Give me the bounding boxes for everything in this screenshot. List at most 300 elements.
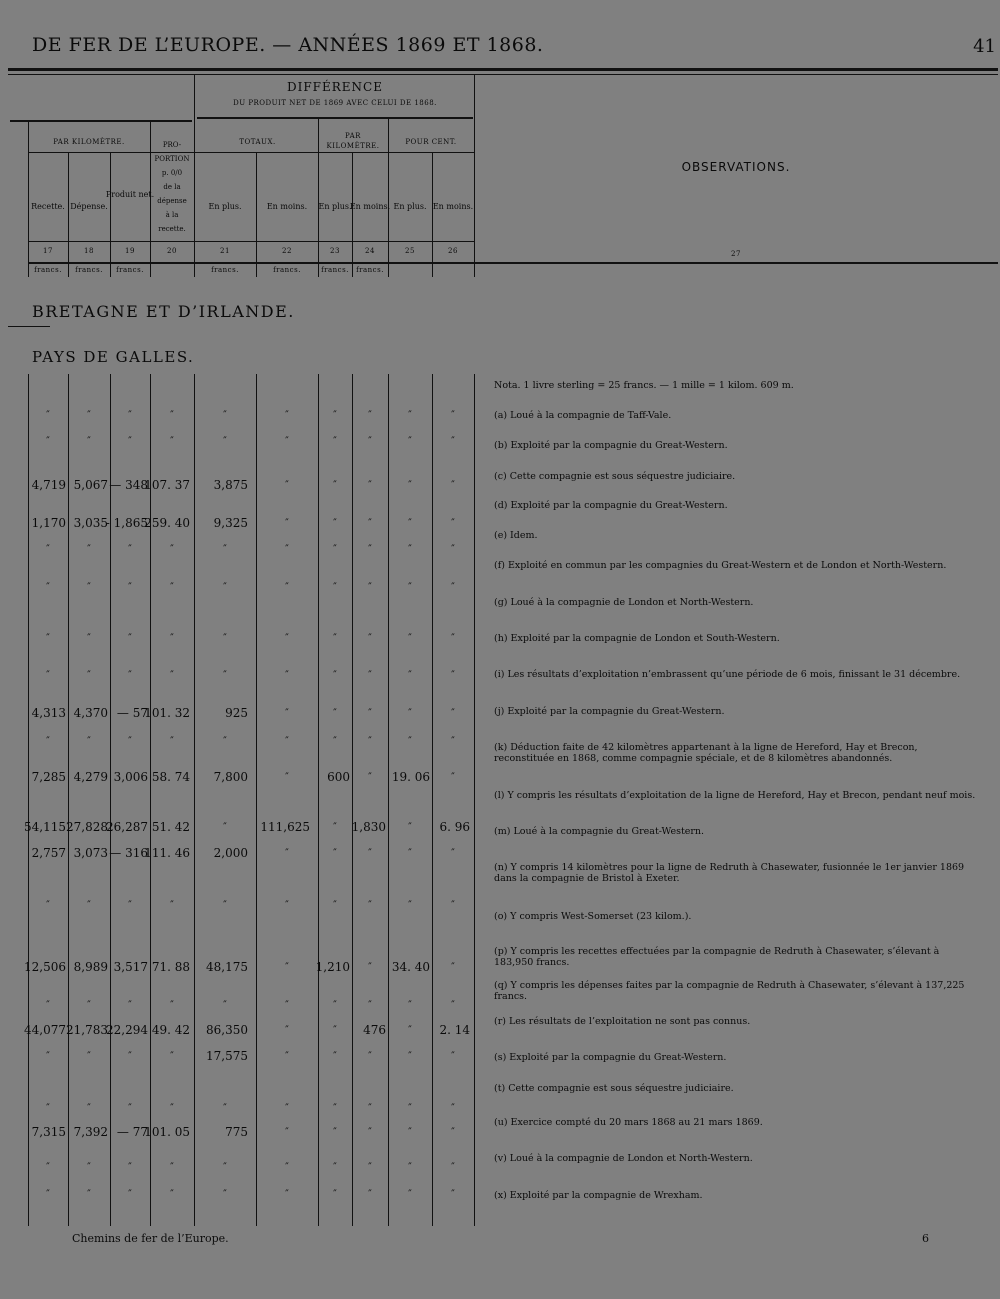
body-col-line <box>432 374 433 1226</box>
table-cell: ″ <box>285 633 289 644</box>
footer-left: Chemins de fer de l’Europe. <box>72 1232 229 1245</box>
table-cell: ″ <box>128 410 132 421</box>
table-cell: ″ <box>408 1103 412 1114</box>
column-unit: francs. <box>273 266 301 274</box>
table-cell: ″ <box>46 1103 50 1114</box>
header-rule-difference <box>197 117 473 119</box>
observation-note: Nota. 1 livre sterling = 25 francs. — 1 mille = 1 kilom. 609 m. <box>494 380 794 391</box>
table-cell: ″ <box>46 1000 50 1011</box>
table-cell: ″ <box>87 633 91 644</box>
proportion-line: dépense <box>157 197 187 205</box>
table-cell: ″ <box>128 544 132 555</box>
table-cell: ″ <box>368 708 372 719</box>
table-cell: ″ <box>128 670 132 681</box>
table-cell: 17,575 <box>206 1049 248 1063</box>
table-cell: 111. 46 <box>144 846 190 860</box>
table-cell: ″ <box>368 736 372 747</box>
difference-subtitle: DU PRODUIT NET DE 1869 AVEC CELUI DE 1868. <box>233 99 437 107</box>
table-cell: ″ <box>333 480 337 491</box>
table-cell: ″ <box>451 736 455 747</box>
table-cell: 71. 88 <box>151 960 190 974</box>
column-label: En plus. <box>318 202 352 211</box>
table-cell: ″ <box>46 736 50 747</box>
column-number: 18 <box>84 247 94 255</box>
table-cell: ″ <box>333 822 337 833</box>
column-number: 25 <box>405 247 415 255</box>
header-divider <box>194 74 195 277</box>
table-cell: ″ <box>368 848 372 859</box>
table-cell: ″ <box>408 670 412 681</box>
column-label: En moins. <box>349 202 391 211</box>
table-cell: ″ <box>333 436 337 447</box>
column-label: En plus. <box>208 202 242 211</box>
table-cell: ″ <box>87 436 91 447</box>
pour-cent-label: POUR CENT. <box>405 138 457 146</box>
table-cell: ″ <box>285 1051 289 1062</box>
table-cell: 4,370 <box>73 706 108 720</box>
table-cell: ″ <box>223 670 227 681</box>
table-cell: 1,830 <box>351 820 386 834</box>
table-cell: ″ <box>368 1103 372 1114</box>
observation-note: (j) Exploité par la compagnie du Great-Western. <box>494 706 725 717</box>
table-cell: ″ <box>451 1189 455 1200</box>
table-cell: ″ <box>368 410 372 421</box>
body-col-line <box>110 374 111 1226</box>
table-cell: ″ <box>368 1189 372 1200</box>
table-cell: ″ <box>87 900 91 911</box>
table-cell: — 77 <box>116 1125 148 1139</box>
table-cell: ″ <box>223 1000 227 1011</box>
table-cell: ″ <box>333 848 337 859</box>
table-cell: ″ <box>170 633 174 644</box>
table-cell: ″ <box>128 1000 132 1011</box>
table-cell: 3,073 <box>73 846 108 860</box>
table-cell: ″ <box>87 1189 91 1200</box>
column-unit: francs. <box>116 266 144 274</box>
table-cell: ″ <box>46 410 50 421</box>
table-cell: 5,067 <box>73 478 108 492</box>
table-cell: ″ <box>408 518 412 529</box>
header-rule-groups <box>28 152 474 153</box>
observation-note: (v) Loué à la compagnie de London et North-Western. <box>494 1153 753 1164</box>
table-cell: 34. 40 <box>391 960 430 974</box>
table-cell: 101. 32 <box>144 706 190 720</box>
totaux-label: TOTAUX. <box>239 138 276 146</box>
table-cell: 4,719 <box>31 478 66 492</box>
observation-note: (q) Y compris les dépenses faites par la compagnie de Redruth à Chasewater, s’élevant à 137,225 francs. <box>494 980 965 1002</box>
table-cell: - 1,865 <box>105 516 148 530</box>
table-cell: ″ <box>128 1162 132 1173</box>
table-cell: ″ <box>285 670 289 681</box>
table-cell: 51. 42 <box>151 820 190 834</box>
table-cell: ″ <box>87 1000 91 1011</box>
body-col-line <box>150 374 151 1226</box>
table-cell: ″ <box>368 544 372 555</box>
table-cell: ″ <box>368 1127 372 1138</box>
table-cell: ″ <box>408 1000 412 1011</box>
page-number: 41 <box>973 36 996 57</box>
table-cell: — 57 <box>116 706 148 720</box>
table-cell: ″ <box>451 1162 455 1173</box>
table-cell: ″ <box>451 1000 455 1011</box>
table-cell: ″ <box>223 1103 227 1114</box>
body-col-line <box>318 374 319 1226</box>
table-cell: 2,000 <box>213 846 248 860</box>
table-cell: ″ <box>333 670 337 681</box>
section-region: PAYS DE GALLES. <box>32 348 195 366</box>
table-cell: ″ <box>87 1051 91 1062</box>
column-unit: francs. <box>34 266 62 274</box>
table-cell: ″ <box>451 582 455 593</box>
table-cell: ″ <box>368 900 372 911</box>
table-cell: ″ <box>451 670 455 681</box>
observation-note: (c) Cette compagnie est sous séquestre judiciaire. <box>494 471 736 482</box>
table-cell: ″ <box>87 1162 91 1173</box>
table-cell: 27,828 <box>66 820 108 834</box>
body-col-line <box>256 374 257 1226</box>
table-cell: ″ <box>285 736 289 747</box>
table-cell: ″ <box>408 480 412 491</box>
column-number: 17 <box>43 247 53 255</box>
observation-note: (x) Exploité par la compagnie de Wrexham. <box>494 1190 703 1201</box>
table-cell: 7,285 <box>31 770 66 784</box>
table-cell: ″ <box>46 544 50 555</box>
table-cell: ″ <box>408 1127 412 1138</box>
proportion-line: de la <box>163 183 181 191</box>
table-cell: 48,175 <box>206 960 248 974</box>
observation-note: (d) Exploité par la compagnie du Great-Western. <box>494 500 728 511</box>
table-cell: 3,035 <box>73 516 108 530</box>
table-cell: ″ <box>451 1051 455 1062</box>
proportion-line: recette. <box>158 225 186 233</box>
table-cell: ″ <box>451 1127 455 1138</box>
col-line <box>68 152 69 277</box>
table-cell: ″ <box>170 582 174 593</box>
table-cell: ″ <box>128 582 132 593</box>
table-cell: ″ <box>285 708 289 719</box>
table-cell: ″ <box>170 410 174 421</box>
table-cell: 600 <box>327 770 350 784</box>
table-cell: ″ <box>451 708 455 719</box>
observation-note: (g) Loué à la compagnie de London et North-Western. <box>494 597 754 608</box>
table-cell: — 348 <box>109 478 148 492</box>
table-cell: 4,279 <box>73 770 108 784</box>
table-cell: ″ <box>285 410 289 421</box>
table-cell: ″ <box>368 518 372 529</box>
table-cell: ″ <box>368 670 372 681</box>
table-cell: ″ <box>285 1162 289 1173</box>
par-kilometre-2-line2: KILOMÈTRE. <box>326 142 380 150</box>
table-cell: ″ <box>333 1103 337 1114</box>
table-cell: ″ <box>408 410 412 421</box>
table-cell: 3,006 <box>113 770 148 784</box>
body-col-line <box>474 374 475 1226</box>
table-cell: ″ <box>333 1127 337 1138</box>
table-cell: ″ <box>170 1000 174 1011</box>
table-cell: 26,287 <box>106 820 148 834</box>
table-cell: 101. 05 <box>144 1125 190 1139</box>
table-cell: ″ <box>87 1103 91 1114</box>
table-cell: ″ <box>285 772 289 783</box>
table-cell: 86,350 <box>206 1023 248 1037</box>
table-cell: ″ <box>333 1162 337 1173</box>
table-cell: ″ <box>285 1103 289 1114</box>
table-cell: ″ <box>408 1051 412 1062</box>
table-cell: ″ <box>285 962 289 973</box>
proportion-line: à la <box>165 211 179 219</box>
table-cell: ″ <box>408 1025 412 1036</box>
table-cell: ″ <box>408 848 412 859</box>
table-cell: ″ <box>223 633 227 644</box>
table-cell: ″ <box>170 544 174 555</box>
table-cell: ″ <box>333 410 337 421</box>
table-cell: 12,506 <box>24 960 66 974</box>
table-cell: ″ <box>451 1103 455 1114</box>
column-unit: francs. <box>321 266 349 274</box>
running-title: DE FER DE L’EUROPE. — ANNÉES 1869 ET 1868. <box>32 34 544 56</box>
table-cell: ″ <box>333 1189 337 1200</box>
table-cell: ″ <box>46 1162 50 1173</box>
table-cell: ″ <box>170 1162 174 1173</box>
header-rule-numbers <box>28 241 474 242</box>
table-cell: 3,875 <box>213 478 248 492</box>
observation-note: (o) Y compris West-Somerset (23 kilom.). <box>494 911 692 922</box>
table-cell: ″ <box>333 518 337 529</box>
column-label: En plus. <box>393 202 427 211</box>
table-cell: 8,989 <box>73 960 108 974</box>
table-cell: ″ <box>408 822 412 833</box>
table-cell: 476 <box>363 1023 386 1037</box>
col-line <box>110 152 111 277</box>
table-cell: 54,115 <box>24 820 66 834</box>
observation-note: (s) Exploité par la compagnie du Great-Western. <box>494 1052 727 1063</box>
column-label: En moins. <box>432 202 474 211</box>
table-cell: ″ <box>451 633 455 644</box>
table-cell: ″ <box>408 633 412 644</box>
observation-note: (i) Les résultats d’exploitation n’embrassent qu’une période de 6 mois, finissant le 31 décembre. <box>494 669 961 680</box>
table-cell: 22,294 <box>106 1023 148 1037</box>
table-cell: ″ <box>128 900 132 911</box>
table-cell: 259. 40 <box>144 516 190 530</box>
table-cell: ″ <box>170 436 174 447</box>
table-cell: ″ <box>285 1189 289 1200</box>
column-number: 26 <box>448 247 458 255</box>
table-cell: ″ <box>368 436 372 447</box>
table-cell: 1,170 <box>31 516 66 530</box>
par-kilometre-2-line1: PAR <box>345 132 361 140</box>
table-cell: ″ <box>408 544 412 555</box>
table-cell: ″ <box>46 1051 50 1062</box>
table-cell: ″ <box>87 582 91 593</box>
table-cell: ″ <box>368 633 372 644</box>
table-cell: ″ <box>408 436 412 447</box>
difference-title: DIFFÉRENCE <box>286 80 383 94</box>
table-cell: ″ <box>170 1103 174 1114</box>
table-cell: ″ <box>408 582 412 593</box>
table-cell: ″ <box>333 1000 337 1011</box>
section-country: BRETAGNE ET D’IRLANDE. <box>32 302 295 321</box>
table-cell: 7,315 <box>31 1125 66 1139</box>
observation-note: (r) Les résultats de l’exploitation ne sont pas connus. <box>494 1016 751 1027</box>
table-cell: 7,392 <box>73 1125 108 1139</box>
top-rule-thin <box>8 74 998 75</box>
table-cell: ″ <box>87 544 91 555</box>
table-cell: 21,783 <box>66 1023 108 1037</box>
table-cell: ″ <box>408 900 412 911</box>
table-cell: ″ <box>408 1162 412 1173</box>
table-cell: ″ <box>87 410 91 421</box>
table-cell: ″ <box>128 1103 132 1114</box>
table-cell: ″ <box>451 772 455 783</box>
table-cell: 19. 06 <box>391 770 430 784</box>
table-cell: ″ <box>333 1051 337 1062</box>
table-cell: ″ <box>170 900 174 911</box>
body-col-line <box>352 374 353 1226</box>
table-cell: ″ <box>46 582 50 593</box>
table-cell: ″ <box>128 436 132 447</box>
table-cell: ″ <box>46 633 50 644</box>
observation-note: (f) Exploité en commun par les compagnies du Great-Western et de London et North-Western. <box>494 560 947 571</box>
table-cell: ″ <box>285 1000 289 1011</box>
header-bottom-rule <box>28 262 998 264</box>
body-col-line <box>194 374 195 1226</box>
table-cell: ″ <box>368 1051 372 1062</box>
table-cell: 111,625 <box>260 820 310 834</box>
table-cell: ″ <box>128 736 132 747</box>
table-cell: ″ <box>333 633 337 644</box>
table-cell: 3,517 <box>113 960 148 974</box>
header-divider-observations <box>474 74 475 277</box>
table-cell: ″ <box>170 670 174 681</box>
table-cell: ″ <box>451 480 455 491</box>
table-cell: ″ <box>333 544 337 555</box>
column-label: Produit net. <box>105 190 155 199</box>
proportion-line: p. 0/0 <box>161 169 183 177</box>
observation-note: (e) Idem. <box>494 530 538 541</box>
table-cell: ″ <box>128 1189 132 1200</box>
table-cell: ″ <box>87 736 91 747</box>
table-cell: ″ <box>451 410 455 421</box>
table-cell: ″ <box>223 436 227 447</box>
observation-note: (p) Y compris les recettes effectuées par la compagnie de Redruth à Chasewater, s’élevant à 183,950 francs. <box>494 946 940 968</box>
observations-num: 27 <box>731 250 741 258</box>
table-cell: ″ <box>223 1189 227 1200</box>
table-cell: ″ <box>451 544 455 555</box>
table-cell: ″ <box>87 670 91 681</box>
table-cell: ″ <box>368 1000 372 1011</box>
table-cell: ″ <box>46 436 50 447</box>
observation-note: (u) Exercice compté du 20 mars 1868 au 21 mars 1869. <box>494 1117 763 1128</box>
table-cell: 44,077 <box>24 1023 66 1037</box>
column-number: 21 <box>220 247 230 255</box>
observation-note: (t) Cette compagnie est sous séquestre judiciaire. <box>494 1083 734 1094</box>
table-cell: ″ <box>223 822 227 833</box>
section-rule <box>8 326 50 327</box>
table-cell: ″ <box>333 900 337 911</box>
table-cell: ″ <box>223 1162 227 1173</box>
column-unit: francs. <box>211 266 239 274</box>
table-cell: 4,313 <box>31 706 66 720</box>
column-number: 20 <box>167 247 177 255</box>
column-number: 19 <box>125 247 135 255</box>
table-cell: 58. 74 <box>151 770 190 784</box>
observation-note: (n) Y compris 14 kilomètres pour la ligne de Redruth à Chasewater, fusionnée le 1er janvier 1869 dans la compagnie de Bristol à Exeter. <box>494 862 965 884</box>
proportion-label <box>150 138 194 236</box>
table-cell: 107. 37 <box>144 478 190 492</box>
table-cell: ″ <box>170 1051 174 1062</box>
body-col-line <box>28 374 29 1226</box>
table-cell: 1,210 <box>315 960 350 974</box>
column-unit: francs. <box>75 266 103 274</box>
table-cell: ″ <box>285 544 289 555</box>
table-cell: 49. 42 <box>151 1023 190 1037</box>
table-cell: 6. 96 <box>439 820 470 834</box>
column-number: 23 <box>330 247 340 255</box>
table-cell: ″ <box>451 518 455 529</box>
table-cell: ″ <box>451 436 455 447</box>
table-cell: 9,325 <box>213 516 248 530</box>
proportion-line: PORTION <box>154 155 190 163</box>
table-cell: ″ <box>408 708 412 719</box>
table-cell: ″ <box>128 1051 132 1062</box>
table-cell: ″ <box>46 670 50 681</box>
table-cell: ″ <box>285 480 289 491</box>
table-cell: ″ <box>368 1162 372 1173</box>
top-rule <box>8 68 998 71</box>
table-cell: — 316 <box>109 846 148 860</box>
column-number: 22 <box>282 247 292 255</box>
table-cell: ″ <box>285 848 289 859</box>
proportion-line: PRO- <box>162 141 182 149</box>
col-line <box>432 152 433 277</box>
par-kilometre-label: PAR KILOMÈTRE. <box>53 138 125 146</box>
table-cell: ″ <box>170 736 174 747</box>
column-unit: francs. <box>356 266 384 274</box>
col-line <box>352 152 353 277</box>
table-cell: ″ <box>285 900 289 911</box>
table-cell: ″ <box>333 1025 337 1036</box>
observations-title: OBSERVATIONS. <box>681 160 791 174</box>
table-cell: ″ <box>285 1025 289 1036</box>
table-cell: ″ <box>368 962 372 973</box>
column-number: 24 <box>365 247 375 255</box>
table-cell: 2. 14 <box>439 1023 470 1037</box>
observation-note: (a) Loué à la compagnie de Taff-Vale. <box>494 410 672 421</box>
body-col-line <box>388 374 389 1226</box>
observation-note: (k) Déduction faite de 42 kilomètres appartenant à la ligne de Hereford, Hay et Brecon, reconstituée en 1868, comme compagnie spéciale, et de 8 kilomètres abandonnés. <box>494 742 918 764</box>
table-cell: 2,757 <box>31 846 66 860</box>
table-cell: 775 <box>225 1125 248 1139</box>
table-cell: ″ <box>333 582 337 593</box>
footer-page: 6 <box>922 1232 929 1245</box>
table-cell: ″ <box>46 900 50 911</box>
table-cell: ″ <box>408 1189 412 1200</box>
table-cell: ″ <box>451 900 455 911</box>
table-cell: ″ <box>223 736 227 747</box>
table-cell: ″ <box>333 708 337 719</box>
table-cell: ″ <box>223 582 227 593</box>
table-cell: ″ <box>285 1127 289 1138</box>
observation-note: (l) Y compris les résultats d’exploitation de la ligne de Hereford, Hay et Brecon, pendant neuf mois. <box>494 790 976 801</box>
table-cell: ″ <box>408 736 412 747</box>
table-cell: ″ <box>170 1189 174 1200</box>
column-label: En moins. <box>266 202 308 211</box>
table-cell: ″ <box>333 736 337 747</box>
table-cell: ″ <box>223 900 227 911</box>
table-cell: 7,800 <box>213 770 248 784</box>
table-cell: ″ <box>451 962 455 973</box>
table-cell: ″ <box>46 1189 50 1200</box>
